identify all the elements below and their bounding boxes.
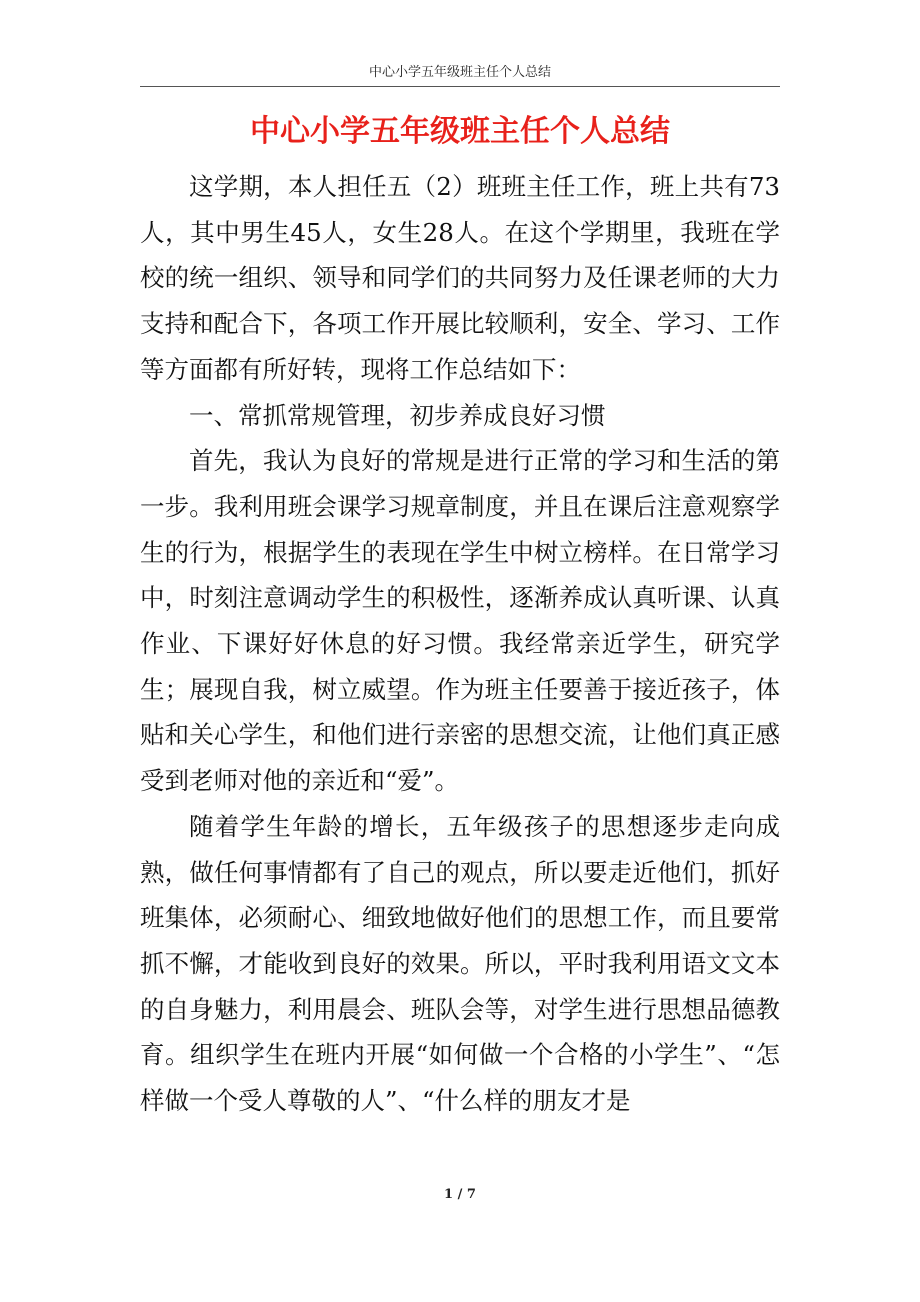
document-body <box>140 164 780 1124</box>
document-title: 中心小学五年级班主任个人总结 <box>250 114 670 149</box>
running-header: 中心小学五年级班主任个人总结 <box>368 65 551 80</box>
paragraph-intro: 这学期，本人担任五（2）班班主任工作，班上共有73人，其中男生45人，女生28人。在这个学期里，我班在学校的统一组织、领导和同学们的共同努力及任课老师的大力支持和配合下，各项工作开展比较顺利，安全、学习、工作等方面都有所好转，现将工作总结如下： <box>140 172 780 384</box>
paragraph-routine: 首先，我认为良好的常规是进行正常的学习和生活的第一步。我利用班会课学习规章制度，并且在课后注意观察学生的行为，根据学生的表现在学生中树立榜样。在日常学习中，时刻注意调动学生的积极性，逐渐养成认真听课、认真作业、下课好好休息的好习惯。我经常亲近学生，研究学生；展现自我，树立威望。作为班主任要善于接近孩子，体贴和关心学生，和他们进行亲密的思想交流，让他们真正感受到老师对他的亲近和“爱”。 <box>140 446 780 796</box>
page-number: 1 / 7 <box>444 1187 476 1202</box>
paragraph-growth: 随着学生年龄的增长，五年级孩子的思想逐步走向成熟，做任何事情都有了自己的观点，所以要走近他们，抓好班集体，必须耐心、细致地做好他们的思想工作，而且要常抓不懈，才能收到良好的效果。所以，平时我利用语文文本的自身魅力，利用晨会、班队会等，对学生进行思想品德教育。组织学生在班内开展“如何做一个合格的小学生”、“怎样做一个受人尊敬的人”、“什么样的朋友才是 <box>140 811 780 1116</box>
section-heading-1: 一、常抓常规管理，初步养成良好习惯 <box>189 400 606 430</box>
header-divider <box>140 86 780 87</box>
